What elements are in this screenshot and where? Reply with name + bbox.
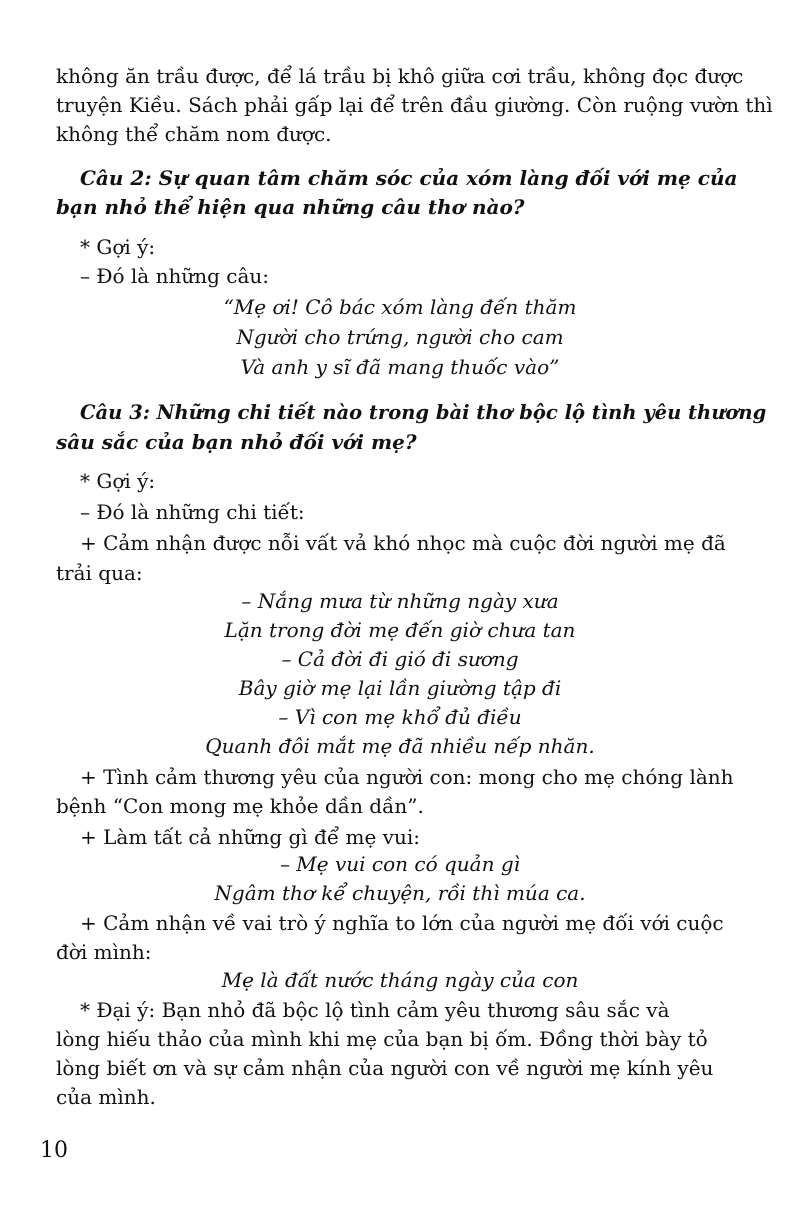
intro-line-3: không thể chăm nom được.	[56, 122, 332, 146]
q3-summary-line-1: * Đại ý: Bạn nhỏ đã bộc lộ tình cảm yêu thương sâu sắc và	[80, 998, 670, 1022]
q3-point-2-line-1: + Tình cảm thương yêu của người con: mong cho mẹ chóng lành	[80, 765, 734, 789]
q3-point-4-line-2: đời mình:	[56, 940, 152, 964]
q3-poem-3-line-1: – Mẹ vui con có quản gì	[279, 852, 521, 876]
q3-summary-line-4: của mình.	[56, 1085, 156, 1109]
q3-point-1-line-2: trải qua:	[56, 561, 143, 585]
q3-point-1-line-1: + Cảm nhận được nỗi vất vả khó nhọc mà cuộc đời người mẹ đã	[80, 531, 726, 555]
q3-poem-1-line-3: – Cả đời đi gió đi sương	[281, 647, 519, 671]
q3-poem-1-line-1: – Nắng mưa từ những ngày xưa	[241, 589, 559, 613]
q2-hint-label: * Gợi ý:	[80, 235, 156, 259]
q2-poem-line-2: Người cho trứng, người cho cam	[236, 325, 564, 349]
q3-point-3: + Làm tất cả những gì để mẹ vui:	[80, 825, 420, 849]
intro-line-1: không ăn trầu được, để lá trầu bị khô giữa cơi trầu, không đọc được	[56, 64, 744, 88]
q3-heading-line-1: Câu 3: Những chi tiết nào trong bài thơ bộc lộ tình yêu thương	[80, 401, 767, 424]
q3-point-4-line-1: + Cảm nhận về vai trò ý nghĩa to lớn của người mẹ đối với cuộc	[80, 911, 724, 935]
q3-heading-line-2: sâu sắc của bạn nhỏ đối với mẹ?	[56, 430, 417, 454]
q3-poem-1-line-2: Lặn trong đời mẹ đến giờ chưa tan	[224, 618, 576, 642]
q2-answer-intro: – Đó là những câu:	[80, 264, 270, 288]
q2-heading-line-2: bạn nhỏ thể hiện qua những câu thơ nào?	[56, 195, 525, 219]
q3-summary-line-2: lòng hiếu thảo của mình khi mẹ của bạn bị ốm. Đồng thời bày tỏ	[56, 1027, 708, 1051]
q2-poem-line-3: Và anh y sĩ đã mang thuốc vào”	[240, 355, 560, 379]
q2-poem-line-1: “Mẹ ơi! Cô bác xóm làng đến thăm	[223, 295, 577, 319]
intro-line-2: truyện Kiều. Sách phải gấp lại để trên đầu giường. Còn ruộng vườn thì	[56, 93, 773, 117]
q3-answer-intro: – Đó là những chi tiết:	[80, 500, 305, 524]
q3-poem-1-line-5: – Vì con mẹ khổ đủ điều	[278, 705, 522, 729]
q3-poem-3-line-2: Ngâm thơ kể chuyện, rồi thì múa ca.	[214, 881, 586, 905]
q3-poem-4: Mẹ là đất nước tháng ngày của con	[221, 968, 579, 992]
q3-point-2-line-2: bệnh “Con mong mẹ khỏe dần dần”.	[56, 794, 424, 818]
q3-summary-line-3: lòng biết ơn và sự cảm nhận của người con về người mẹ kính yêu	[56, 1056, 714, 1080]
q3-poem-1-line-4: Bây giờ mẹ lại lần giường tập đi	[238, 676, 562, 700]
q2-heading-line-1: Câu 2: Sự quan tâm chăm sóc của xóm làng đối với mẹ của	[80, 166, 738, 190]
q3-poem-1-line-6: Quanh đôi mắt mẹ đã nhiều nếp nhăn.	[205, 734, 595, 758]
page-number: 10	[40, 1138, 68, 1163]
q3-hint-label: * Gợi ý:	[80, 469, 156, 493]
